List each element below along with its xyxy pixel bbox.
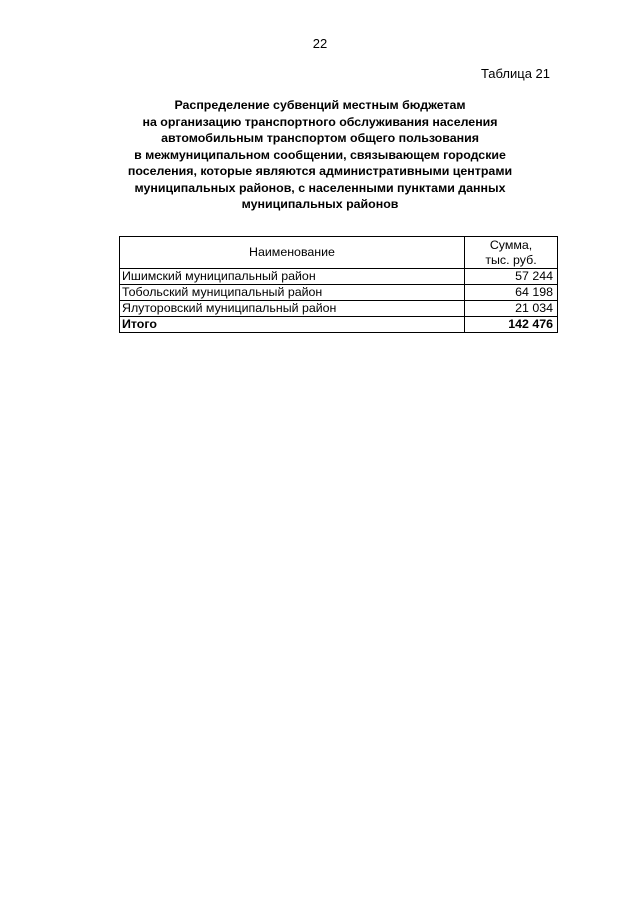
- document-title: [100, 97, 540, 213]
- header-name: Наименование: [120, 237, 465, 269]
- table-row: [120, 269, 558, 285]
- subvention-table: [119, 236, 558, 333]
- row-name: Ялуторовский муниципальный район: [120, 301, 465, 317]
- page-number: 22: [312, 36, 328, 51]
- row-sum: 57 244: [465, 269, 558, 285]
- header-sum-line2: тыс. руб.: [485, 252, 537, 267]
- title-line: в межмуниципальном сообщении, связывающем городские: [134, 147, 506, 162]
- table-row: [120, 301, 558, 317]
- title-line: муниципальных районов: [241, 197, 399, 211]
- total-sum: 142 476: [465, 317, 558, 333]
- table-label: Таблица 21: [480, 66, 550, 81]
- table-header-row: [120, 237, 558, 269]
- row-sum: 64 198: [465, 285, 558, 301]
- table-row: [120, 285, 558, 301]
- header-sum-line1: Сумма,: [489, 237, 533, 252]
- row-sum: 21 034: [465, 301, 558, 317]
- row-name: Тобольский муниципальный район: [120, 285, 465, 301]
- title-line: муниципальных районов, с населенными пунктами данных: [134, 180, 506, 195]
- total-name: Итого: [120, 317, 465, 333]
- title-line: Распределение субвенций местным бюджетам: [174, 98, 466, 112]
- title-line: автомобильным транспортом общего пользования: [161, 131, 479, 145]
- header-sum: [465, 237, 558, 269]
- table-total-row: [120, 317, 558, 333]
- row-name: Ишимский муниципальный район: [120, 269, 465, 285]
- title-line: поселения, которые являются административными центрами: [127, 164, 513, 178]
- title-line: на организацию транспортного обслуживания населения: [142, 114, 498, 129]
